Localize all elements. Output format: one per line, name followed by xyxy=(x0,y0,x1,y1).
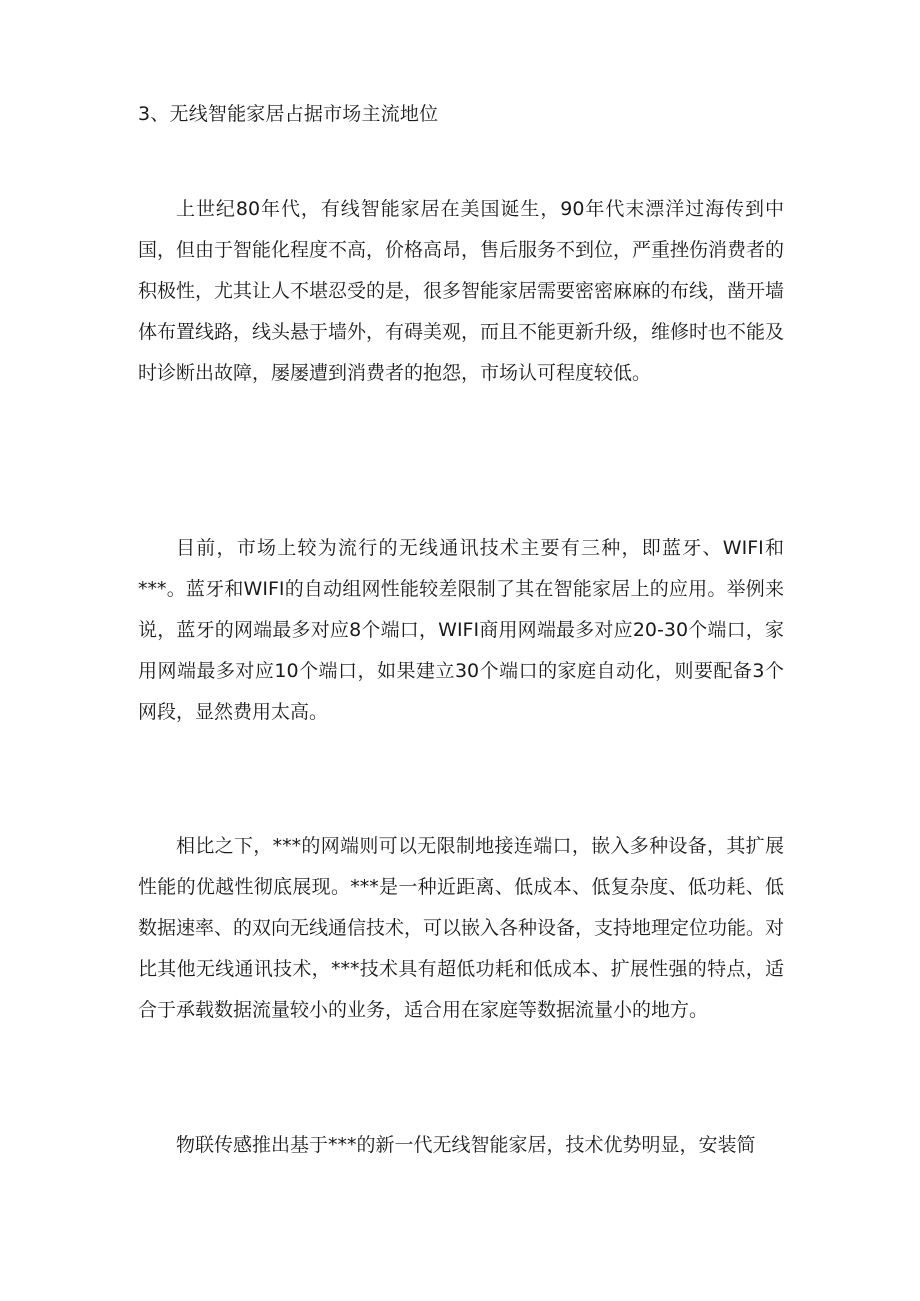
paragraph-wireless-tech: 目前，市场上较为流行的无线通讯技术主要有三种，即蓝牙、WIFI和***。蓝牙和WIFI的自动组网性能较差限制了其在智能家居上的应用。举例来说，蓝牙的网端最多对应8个端口，WIFI商用网端最多对应20-30个端口，家用网端最多对应10个端口，如果建立30个端口的家庭自动化，则要配备3个网段，显然费用太高。 xyxy=(138,537,784,723)
paragraph-advantages: 相比之下，***的网端则可以无限制地接连端口，嵌入多种设备，其扩展性能的优越性彻底展现。***是一种近距离、低成本、低复杂度、低功耗、低数据速率、的双向无线通信技术，可以嵌入各种设备，支持地理定位功能。对比其他无线通讯技术，***技术具有超低功耗和低成本、扩展性强的特点，适合于承载数据流量较小的业务，适合用在家庭等数据流量小的地方。 xyxy=(138,835,785,1021)
paragraph-product-intro: 物联传感推出基于***的新一代无线智能家居，技术优势明显，安装简 xyxy=(176,1134,756,1156)
paragraph-wired-history: 上世纪80年代，有线智能家居在美国诞生，90年代末漂洋过海传到中国，但由于智能化程度不高，价格高昂，售后服务不到位，严重挫伤消费者的积极性，尤其让人不堪忍受的是，很多智能家居需要密密麻麻的布线，凿开墙体布置线路，线头悬于墙外，有碍美观，而且不能更新升级，维修时也不能及时诊断出故障，屡屡遭到消费者的抱怨，市场认可程度较低。 xyxy=(138,198,785,384)
section-heading: 3、无线智能家居占据市场主流地位 xyxy=(138,103,439,125)
